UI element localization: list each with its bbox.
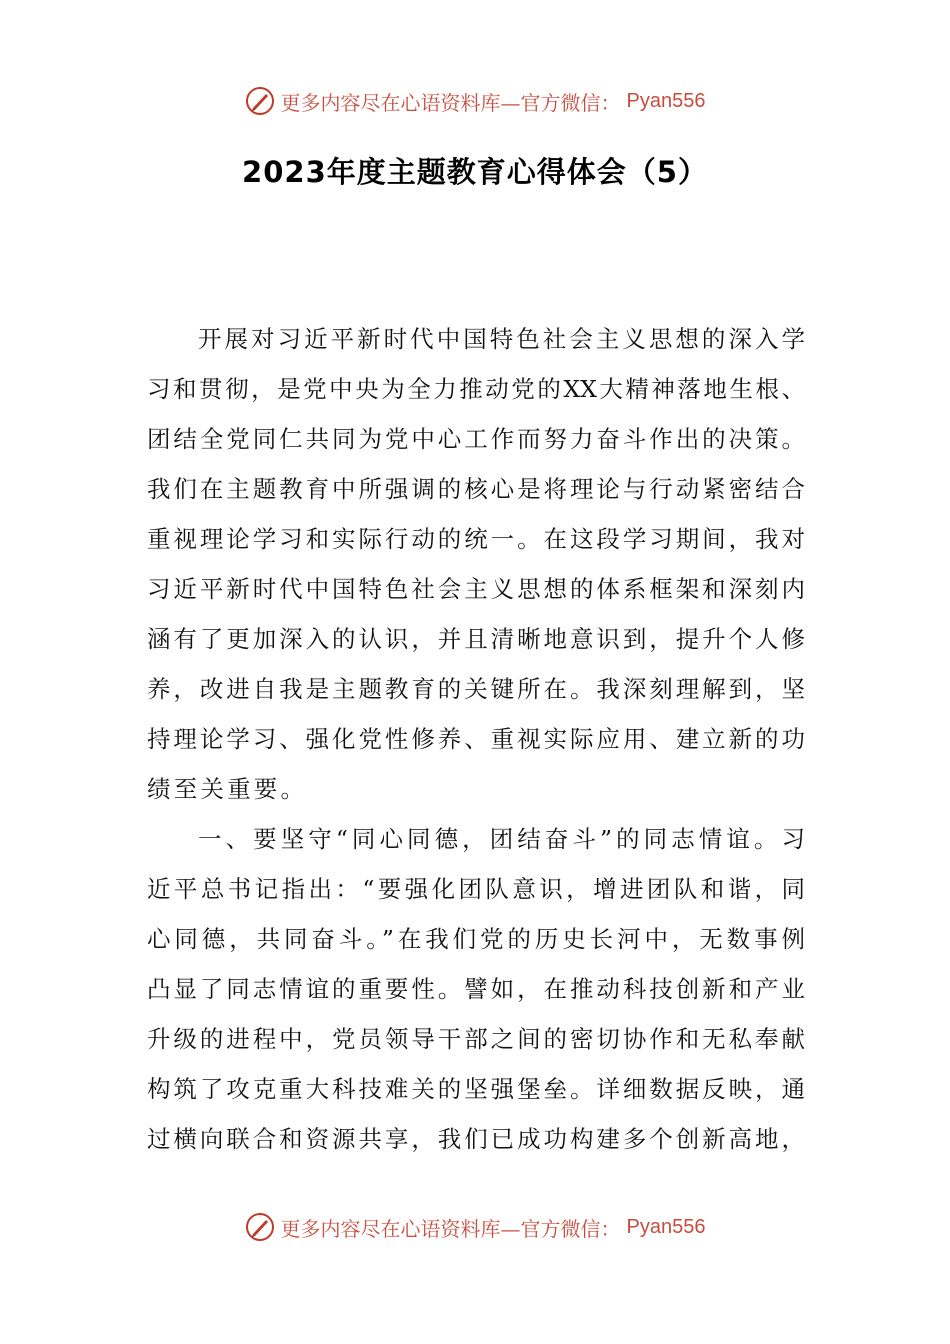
text-line: 近平总书记指出：“要强化团队意识，增进团队和谐，同 <box>147 875 805 903</box>
text-line: 涵有了更加深入的认识，并且清晰地意识到，提升个人修 <box>147 625 805 653</box>
watermark-wechat-id: Pyan556 <box>626 89 706 112</box>
text-line: 一、要坚守“同心同德，团结奋斗”的同志情谊。习 <box>198 825 805 853</box>
header-watermark <box>0 86 950 116</box>
watermark-text: 更多内容尽在心语资料库—官方微信： <box>280 1216 621 1241</box>
watermark-wechat-id: Pyan556 <box>626 1215 706 1238</box>
text-line: 持理论学习、强化党性修养、重视实际应用、建立新的功 <box>147 725 805 753</box>
text-line: 团结全党同仁共同为党中心工作而努力奋斗作出的决策。 <box>147 425 805 453</box>
text-line: 升级的进程中，党员领导干部之间的密切协作和无私奉献 <box>147 1025 805 1053</box>
text-line: 绩至关重要。 <box>147 775 308 803</box>
document-body <box>147 314 805 1164</box>
text-line: 习和贯彻，是党中央为全力推动党的XX大精神落地生根、 <box>147 375 805 403</box>
footer-watermark <box>0 1212 950 1242</box>
text-line: 过横向联合和资源共享，我们已成功构建多个创新高地， <box>147 1125 805 1153</box>
quill-logo-icon <box>245 86 275 116</box>
text-line: 习近平新时代中国特色社会主义思想的体系框架和深刻内 <box>147 575 805 603</box>
document-title: 2023年度主题教育心得体会（5） <box>242 155 708 189</box>
text-line: 我们在主题教育中所强调的核心是将理论与行动紧密结合 <box>147 475 805 503</box>
text-line: 开展对习近平新时代中国特色社会主义思想的深入学 <box>198 325 805 353</box>
text-line: 凸显了同志情谊的重要性。譬如，在推动科技创新和产业 <box>147 975 805 1003</box>
text-line: 构筑了攻克重大科技难关的坚强堡垒。详细数据反映，通 <box>147 1075 805 1103</box>
text-line: 养，改进自我是主题教育的关键所在。我深刻理解到，坚 <box>147 675 805 703</box>
watermark-text: 更多内容尽在心语资料库—官方微信： <box>280 90 621 115</box>
text-line: 重视理论学习和实际行动的统一。在这段学习期间，我对 <box>147 525 805 553</box>
text-line: 心同德，共同奋斗。”在我们党的历史长河中，无数事例 <box>147 925 805 953</box>
quill-logo-icon <box>245 1212 275 1242</box>
